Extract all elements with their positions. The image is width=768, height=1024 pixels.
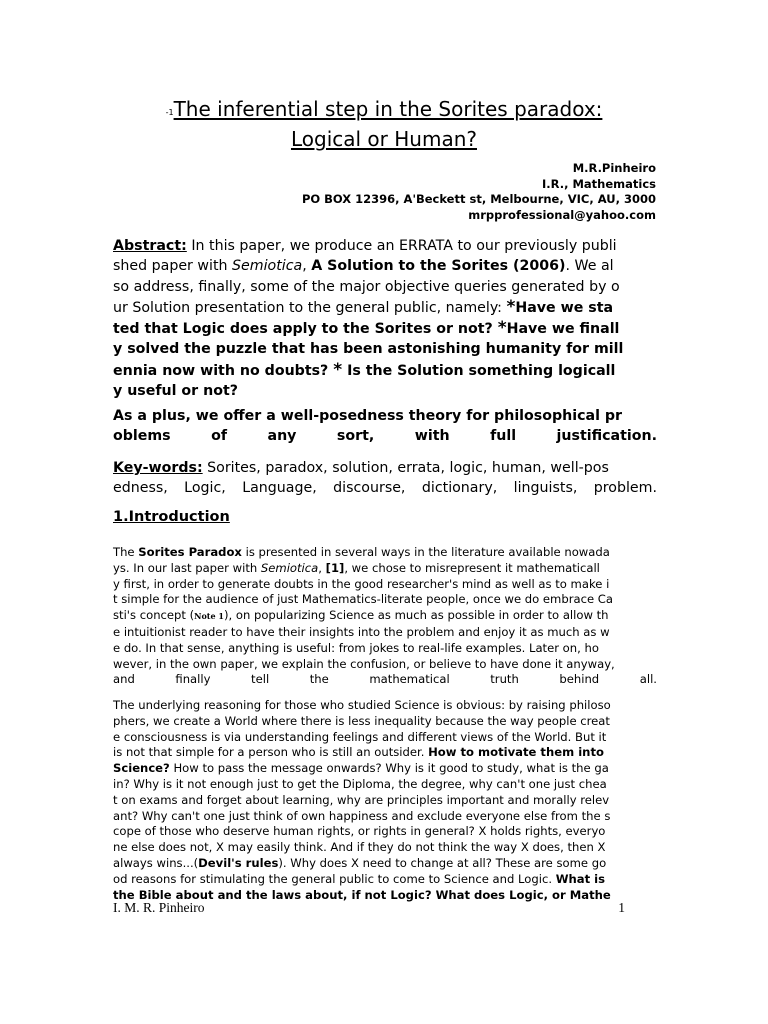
abstract-question: Is the Solution something logicall: [342, 362, 616, 379]
bullet-star: *: [497, 318, 507, 339]
abstract-line: ur Solution presentation to the general public, namely:: [113, 299, 507, 316]
title-footnote-mark: -1: [165, 108, 174, 117]
page-footer: [113, 900, 625, 916]
title-line-1: The inferential step in the Sorites paradox:: [173, 97, 603, 121]
para-line: The underlying reasoning for those who studied Science is obvious: by raising philoso: [113, 698, 611, 712]
para-text: ys. In our last paper with: [113, 560, 261, 575]
para-bold: the Bible about and the laws about, if not Logic? What does Logic, or Mathe: [113, 887, 611, 902]
abstract-question: y useful or not?: [113, 383, 238, 400]
author-affiliation: I.R., Mathematics: [542, 176, 656, 191]
para-line: e intuitionist reader to have their insights into the problem and enjoy it as much as w: [113, 624, 610, 639]
abstract-question: Have we sta: [515, 299, 614, 316]
abstract-line: so address, finally, some of the major objective queries generated by o: [113, 278, 620, 295]
abstract-question: Have we finall: [506, 321, 620, 338]
bullet-star: *: [333, 359, 343, 380]
para-bold: How to motivate them into: [428, 745, 604, 760]
para-text: The: [113, 545, 139, 559]
keywords-line: Sorites, paradox, solution, errata, logic, human, well-pos: [202, 460, 609, 476]
para-bold: Sorites Paradox: [138, 545, 242, 559]
abstract-text: . We al: [565, 258, 614, 275]
abstract-question: ennia now with no doubts?: [113, 362, 334, 379]
para-text: is not that simple for a person who is still an outsider.: [113, 745, 429, 760]
page-number: 1: [618, 900, 625, 915]
para-text: How to pass the message onwards? Why is it good to study, what is the ga: [169, 761, 609, 776]
para-text: is presented in several ways in the literature available nowada: [241, 545, 610, 559]
journal-name: Semiotica: [260, 560, 319, 575]
para-line: y first, in order to generate doubts in the good researcher's mind as well as to make i: [113, 576, 610, 591]
para-line: cope of those who deserve human rights, or rights in general? X holds rights, everyo: [113, 824, 606, 839]
para-line: phers, we create a World where there is less inequality because the way people creat: [113, 713, 610, 728]
para-text: ,: [318, 560, 326, 575]
para-line: t on exams and forget about learning, why are principles important and morally relev: [113, 792, 610, 807]
abstract-label: Abstract:: [113, 238, 187, 254]
para-bold: What is: [555, 871, 606, 886]
para-text: od reasons for stimulating the general public to come to Science and Logic.: [113, 871, 556, 886]
journal-name: Semiotica: [232, 258, 303, 275]
para-text: sti's concept (: [113, 608, 195, 623]
title-line-2: Logical or Human?: [290, 127, 477, 151]
intro-paragraph-2: [113, 698, 657, 903]
author-name: M.R.Pinheiro: [572, 161, 656, 175]
para-line: e do. In that sense, anything is useful: from jokes to real-life examples. Later on, ho: [113, 640, 599, 655]
abstract: [113, 236, 657, 401]
cited-paper-title: A Solution to the Sorites (2006): [311, 258, 566, 275]
abstract-line: In this paper, we produce an ERRATA to our previously publi: [191, 238, 617, 254]
abstract-plus: [113, 406, 657, 447]
para-line: in? Why is it not enough just to get the Diploma, the degree, why can't one just chea: [113, 776, 607, 791]
plus-line: oblems of any sort, with full justification.: [113, 428, 657, 445]
abstract-text: ,: [302, 258, 312, 275]
keywords-line: edness, Logic, Language, discourse, dictionary, linguists, problem.: [113, 480, 657, 497]
para-line: t simple for the audience of just Mathematics-literate people, once we do embrace Ca: [113, 592, 613, 607]
para-text: ). Why does X need to change at all? These are some go: [278, 855, 607, 870]
author-email: mrpprofessional@yahoo.com: [468, 207, 656, 222]
intro-paragraph-1: [113, 545, 657, 688]
abstract-line: shed paper with: [113, 258, 233, 275]
para-bold: Devil's rules: [198, 855, 279, 870]
para-line: ne else does not, X may easily think. And if they do not think the way X does, then X: [113, 840, 606, 855]
abstract-question: y solved the puzzle that has been astonishing humanity for mill: [113, 341, 624, 358]
note-ref: Note 1: [194, 611, 224, 622]
para-line: wever, in the own paper, we explain the confusion, or believe to have done it anyway,: [113, 656, 615, 671]
para-text: ), on popularizing Science as much as possible in order to allow th: [223, 608, 609, 623]
para-text: always wins...(: [113, 855, 199, 870]
footer-author: I. M. R. Pinheiro: [113, 900, 205, 915]
citation-ref: [1]: [325, 560, 345, 575]
para-line: e consciousness is via understanding feelings and different views of the World. But it: [113, 729, 607, 744]
section-heading-introduction: 1.Introduction: [113, 509, 230, 525]
keywords: [113, 458, 657, 499]
bullet-star: *: [506, 296, 516, 317]
author-address: PO BOX 12396, A'Beckett st, Melbourne, VIC, AU, 3000: [301, 192, 656, 206]
abstract-question: ted that Logic does apply to the Sorites or not?: [113, 321, 498, 338]
author-block: [302, 161, 656, 223]
plus-line: As a plus, we offer a well-posedness theory for philosophical pr: [113, 408, 623, 424]
para-line: ant? Why can't one just think of own happiness and exclude everyone else from the s: [113, 808, 611, 823]
paper-title: [100, 96, 668, 153]
para-text: , we chose to misrepresent it mathematicall: [344, 560, 600, 575]
para-line: and finally tell the mathematical truth behind all.: [113, 672, 657, 687]
keywords-label: Key-words:: [113, 460, 203, 476]
para-bold: Science?: [113, 761, 170, 776]
